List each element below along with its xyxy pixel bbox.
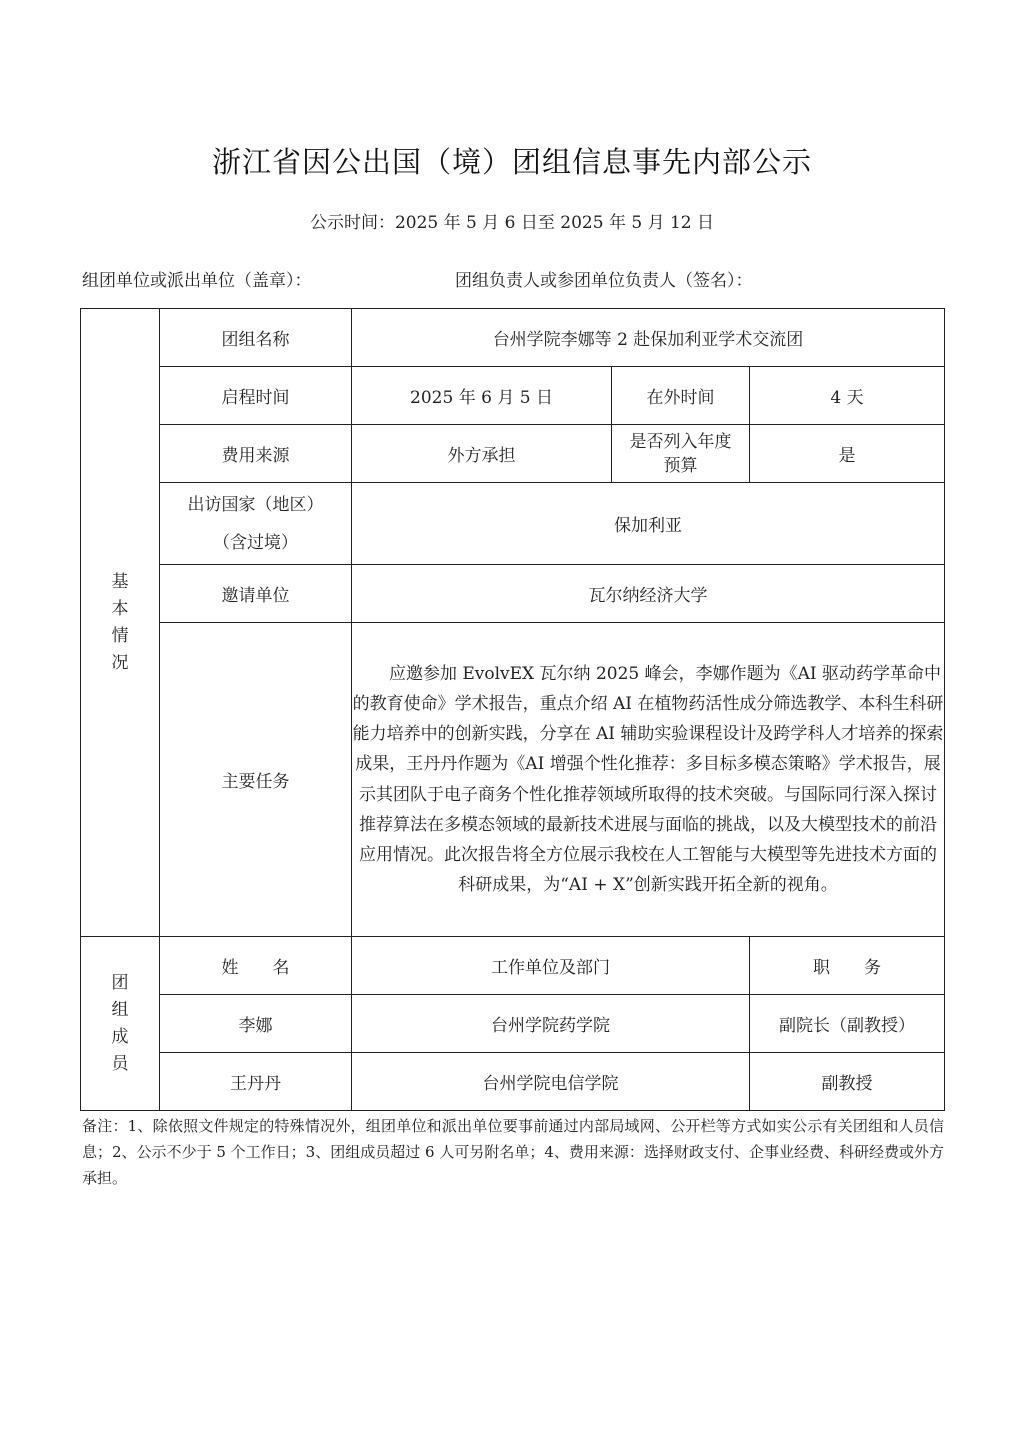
row-departure <box>81 367 945 425</box>
section-members: 团 组 成 员 <box>81 937 160 1111</box>
departure-value: 2025 年 6 月 5 日 <box>352 367 612 425</box>
row-group-name <box>81 309 945 367</box>
country-label: 出访国家（地区） （含过境） <box>160 483 352 565</box>
page-title: 浙江省因公出国（境）团组信息事先内部公示 <box>211 145 812 179</box>
group-name-value: 台州学院李娜等 2 赴保加利亚学术交流团 <box>352 309 945 367</box>
footnote: 备注：1、除依照文件规定的特殊情况外，组团单位和派出单位要事前通过内部局域网、公开栏等方式如实公示有关团组和人员信息；2、公示不少于 5 个工作日；3、团组成员超过 6 人可另附名单；4、费用来源：选择财政支付、企事业经费、科研经费或外方承担。 <box>82 1117 944 1187</box>
duration-label: 在外时间 <box>612 367 750 425</box>
publication-period: 公示时间：2025 年 5 月 6 日至 2025 年 5 月 12 日 <box>309 213 715 233</box>
inviter-label: 邀请单位 <box>160 565 352 623</box>
funding-label: 费用来源 <box>160 425 352 483</box>
member-dept: 台州学院药学院 <box>352 995 750 1053</box>
member-dept-header: 工作单位及部门 <box>352 937 750 995</box>
members-header-row <box>81 937 945 995</box>
funding-value: 外方承担 <box>352 425 612 483</box>
member-name-header: 姓 名 <box>160 937 352 995</box>
row-country <box>81 483 945 565</box>
member-name: 王丹丹 <box>160 1053 352 1111</box>
member-title: 副教授 <box>750 1053 945 1111</box>
inviter-value: 瓦尔纳经济大学 <box>352 565 945 623</box>
row-funding <box>81 425 945 483</box>
row-inviter <box>81 565 945 623</box>
budget-value: 是 <box>750 425 945 483</box>
departure-label: 启程时间 <box>160 367 352 425</box>
member-title: 副院长（副教授） <box>750 995 945 1053</box>
country-value: 保加利亚 <box>352 483 945 565</box>
member-row <box>81 995 945 1053</box>
duration-value: 4 天 <box>750 367 945 425</box>
row-task <box>81 623 945 937</box>
budget-label: 是否列入年度 预算 <box>612 425 750 483</box>
member-row <box>81 1053 945 1111</box>
organizer-seal-label: 组团单位或派出单位（盖章）： <box>82 271 312 291</box>
task-label: 主要任务 <box>160 623 352 937</box>
leader-signature-label: 团组负责人或参团单位负责人（签名）： <box>455 271 753 291</box>
member-name: 李娜 <box>160 995 352 1053</box>
group-name-label: 团组名称 <box>160 309 352 367</box>
group-info-table <box>80 308 945 1111</box>
member-title-header: 职 务 <box>750 937 945 995</box>
member-dept: 台州学院电信学院 <box>352 1053 750 1111</box>
task-description: 应邀参加 EvolvEX 瓦尔纳 2025 峰会，李娜作题为《AI 驱动药学革命中的教育使命》学术报告，重点介绍 AI 在植物药活性成分筛选教学、本科生科研能力培养中的创新实践，分享在 AI 辅助实验课程设计及跨学科人才培养的探索成果，王丹丹作题为《AI 增强个性化推荐：多目标多模态策略》学术报告，展示其团队于电子商务个性化推荐领域所取得的技术突破。与国际同行深入探讨推荐算法在多模态领域的最新技术进展与面临的挑战，以及大模型技术的前沿应用情况。此次报告将全方位展示我校在人工智能与大模型等先进技术方面的科研成果，为“AI + X”创新实践开拓全新的视角。 <box>352 623 945 937</box>
section-basic-info: 基 本 情 况 <box>81 309 160 937</box>
